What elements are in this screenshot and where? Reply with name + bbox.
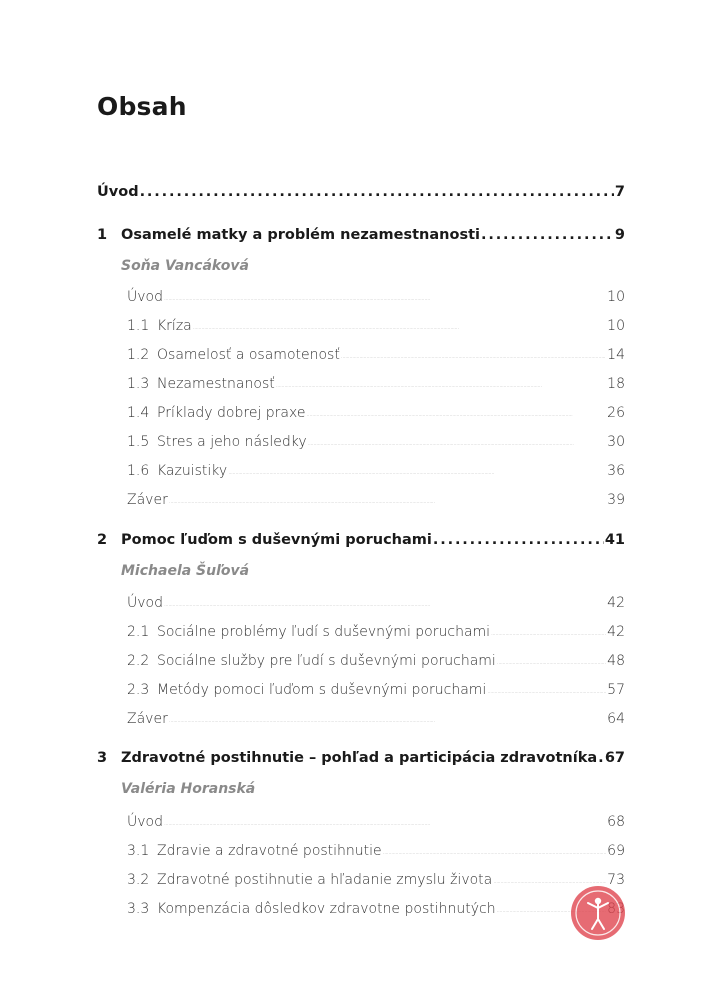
toc-item[interactable] bbox=[127, 843, 625, 859]
chapter-author: Valéria Horanská bbox=[121, 781, 256, 797]
toc-entry-label: Úvod bbox=[97, 184, 139, 200]
chapter-title: Zdravotné postihnutie – pohľad a participácia zdravotníka bbox=[121, 750, 598, 766]
toc-item-number: 1.1 bbox=[127, 318, 150, 334]
toc-item[interactable] bbox=[127, 624, 625, 640]
toc-item[interactable] bbox=[127, 376, 625, 392]
toc-item-number: 1.5 bbox=[127, 434, 150, 450]
figure-logo-graphic bbox=[571, 886, 625, 940]
chapter-title: Osamelé matky a problém nezamestnanosti bbox=[121, 227, 480, 243]
toc-item[interactable] bbox=[127, 463, 625, 479]
toc-item-page: 26 bbox=[607, 405, 625, 421]
toc-item-page: 14 bbox=[607, 347, 625, 363]
toc-item-label: Príklady dobrej praxe bbox=[157, 405, 306, 421]
toc-item[interactable] bbox=[127, 595, 625, 611]
leader-dots bbox=[487, 688, 606, 695]
toc-item[interactable] bbox=[127, 653, 625, 669]
toc-item-label: Kazuistiky bbox=[157, 463, 228, 479]
toc-item-page: 42 bbox=[607, 595, 625, 611]
toc-item[interactable] bbox=[127, 492, 625, 508]
toc-item[interactable] bbox=[127, 901, 625, 917]
toc-item-page: 69 bbox=[607, 843, 625, 859]
chapter-number: 3 bbox=[97, 750, 108, 766]
toc-item-number: 2.3 bbox=[127, 682, 150, 698]
toc-item-label: Metódy pomoci ľuďom s duševnými poruchami bbox=[157, 682, 487, 698]
leader-dots bbox=[341, 353, 606, 360]
toc-item[interactable] bbox=[127, 289, 625, 305]
toc-item-page: 64 bbox=[607, 711, 625, 727]
toc-item-page: 73 bbox=[607, 872, 625, 888]
chapter-author: Soňa Vancáková bbox=[121, 258, 249, 274]
chapter-title: Pomoc ľuďom s duševnými poruchami bbox=[121, 532, 432, 548]
leader-dots bbox=[169, 717, 606, 724]
toc-item-label: Kompenzácia dôsledkov zdravotne postihnutých bbox=[157, 901, 496, 917]
toc-item-number: 3.1 bbox=[127, 843, 150, 859]
toc-item-label: Záver bbox=[127, 711, 168, 727]
toc-item[interactable] bbox=[127, 872, 625, 888]
toc-item-page: 57 bbox=[607, 682, 625, 698]
leader-dots bbox=[497, 659, 606, 666]
toc-item-page: 39 bbox=[607, 492, 625, 508]
toc-item-number: 2.1 bbox=[127, 624, 150, 640]
leader-dots bbox=[276, 382, 606, 389]
toc-item-number: 1.3 bbox=[127, 376, 150, 392]
toc-item-number: 3.3 bbox=[127, 901, 150, 917]
toc-item-label: Úvod bbox=[127, 289, 163, 305]
toc-item[interactable] bbox=[127, 814, 625, 830]
toc-item-label: Nezamestnanosť bbox=[157, 376, 275, 392]
toc-item[interactable] bbox=[127, 711, 625, 727]
toc-item-label: Osamelosť a osamotenosť bbox=[157, 347, 340, 363]
leader-dots bbox=[164, 601, 606, 608]
toc-item-page: 30 bbox=[607, 434, 625, 450]
toc-item[interactable] bbox=[127, 347, 625, 363]
chapter-page: 67 bbox=[604, 750, 625, 766]
toc-chapter-3[interactable] bbox=[97, 750, 625, 766]
toc-chapter-2[interactable] bbox=[97, 532, 625, 548]
leader-dots bbox=[598, 750, 604, 766]
toc-item-number: 1.6 bbox=[127, 463, 150, 479]
leader-dots bbox=[308, 440, 607, 447]
toc-item-page: 10 bbox=[607, 289, 625, 305]
toc-item-label: Sociálne služby pre ľudí s duševnými poruchami bbox=[157, 653, 496, 669]
leader-dots bbox=[164, 820, 606, 827]
toc-item-page: 10 bbox=[607, 318, 625, 334]
toc-item-label: Sociálne problémy ľudí s duševnými poruchami bbox=[157, 624, 491, 640]
leader-dots bbox=[493, 878, 606, 885]
leader-dots bbox=[383, 849, 607, 856]
toc-item-label: Záver bbox=[127, 492, 168, 508]
toc-item-number: 2.2 bbox=[127, 653, 150, 669]
chapter-number: 2 bbox=[97, 532, 108, 548]
toc-item-label: Úvod bbox=[127, 814, 163, 830]
leader-dots bbox=[228, 469, 606, 476]
toc-item-label: Stres a jeho následky bbox=[157, 434, 307, 450]
leader-dots bbox=[169, 498, 606, 505]
toc-item-page: 68 bbox=[607, 814, 625, 830]
toc-item-page: 36 bbox=[607, 463, 625, 479]
chapter-author: Michaela Šuľová bbox=[121, 563, 250, 579]
toc-item-page: 48 bbox=[607, 653, 625, 669]
toc-item-page: 18 bbox=[607, 376, 625, 392]
figure-logo-icon bbox=[571, 886, 625, 940]
toc-item[interactable] bbox=[127, 434, 625, 450]
toc-item-label: Zdravotné postihnutie a hľadanie zmyslu života bbox=[157, 872, 493, 888]
toc-item-label: Zdravie a zdravotné postihnutie bbox=[157, 843, 382, 859]
toc-item-number: 1.4 bbox=[127, 405, 150, 421]
leader-dots bbox=[193, 324, 606, 331]
leader-dots bbox=[433, 532, 604, 548]
leader-dots bbox=[481, 227, 614, 243]
toc-item-label: Kríza bbox=[157, 318, 192, 334]
toc-item-number: 3.2 bbox=[127, 872, 150, 888]
toc-chapter-1[interactable] bbox=[97, 227, 625, 243]
chapter-page: 9 bbox=[614, 227, 625, 243]
toc-item[interactable] bbox=[127, 318, 625, 334]
toc-entry-intro[interactable] bbox=[97, 184, 625, 200]
leader-dots bbox=[491, 630, 606, 637]
toc-entry-page: 7 bbox=[614, 184, 625, 200]
page-title: Obsah bbox=[97, 92, 187, 121]
leader-dots bbox=[164, 295, 606, 302]
toc-item-number: 1.2 bbox=[127, 347, 150, 363]
toc-item[interactable] bbox=[127, 405, 625, 421]
chapter-page: 41 bbox=[604, 532, 625, 548]
leader-dots bbox=[306, 411, 606, 418]
toc-item[interactable] bbox=[127, 682, 625, 698]
chapter-number: 1 bbox=[97, 227, 108, 243]
leader-dots bbox=[140, 184, 614, 200]
toc-item-label: Úvod bbox=[127, 595, 163, 611]
toc-item-page: 42 bbox=[607, 624, 625, 640]
